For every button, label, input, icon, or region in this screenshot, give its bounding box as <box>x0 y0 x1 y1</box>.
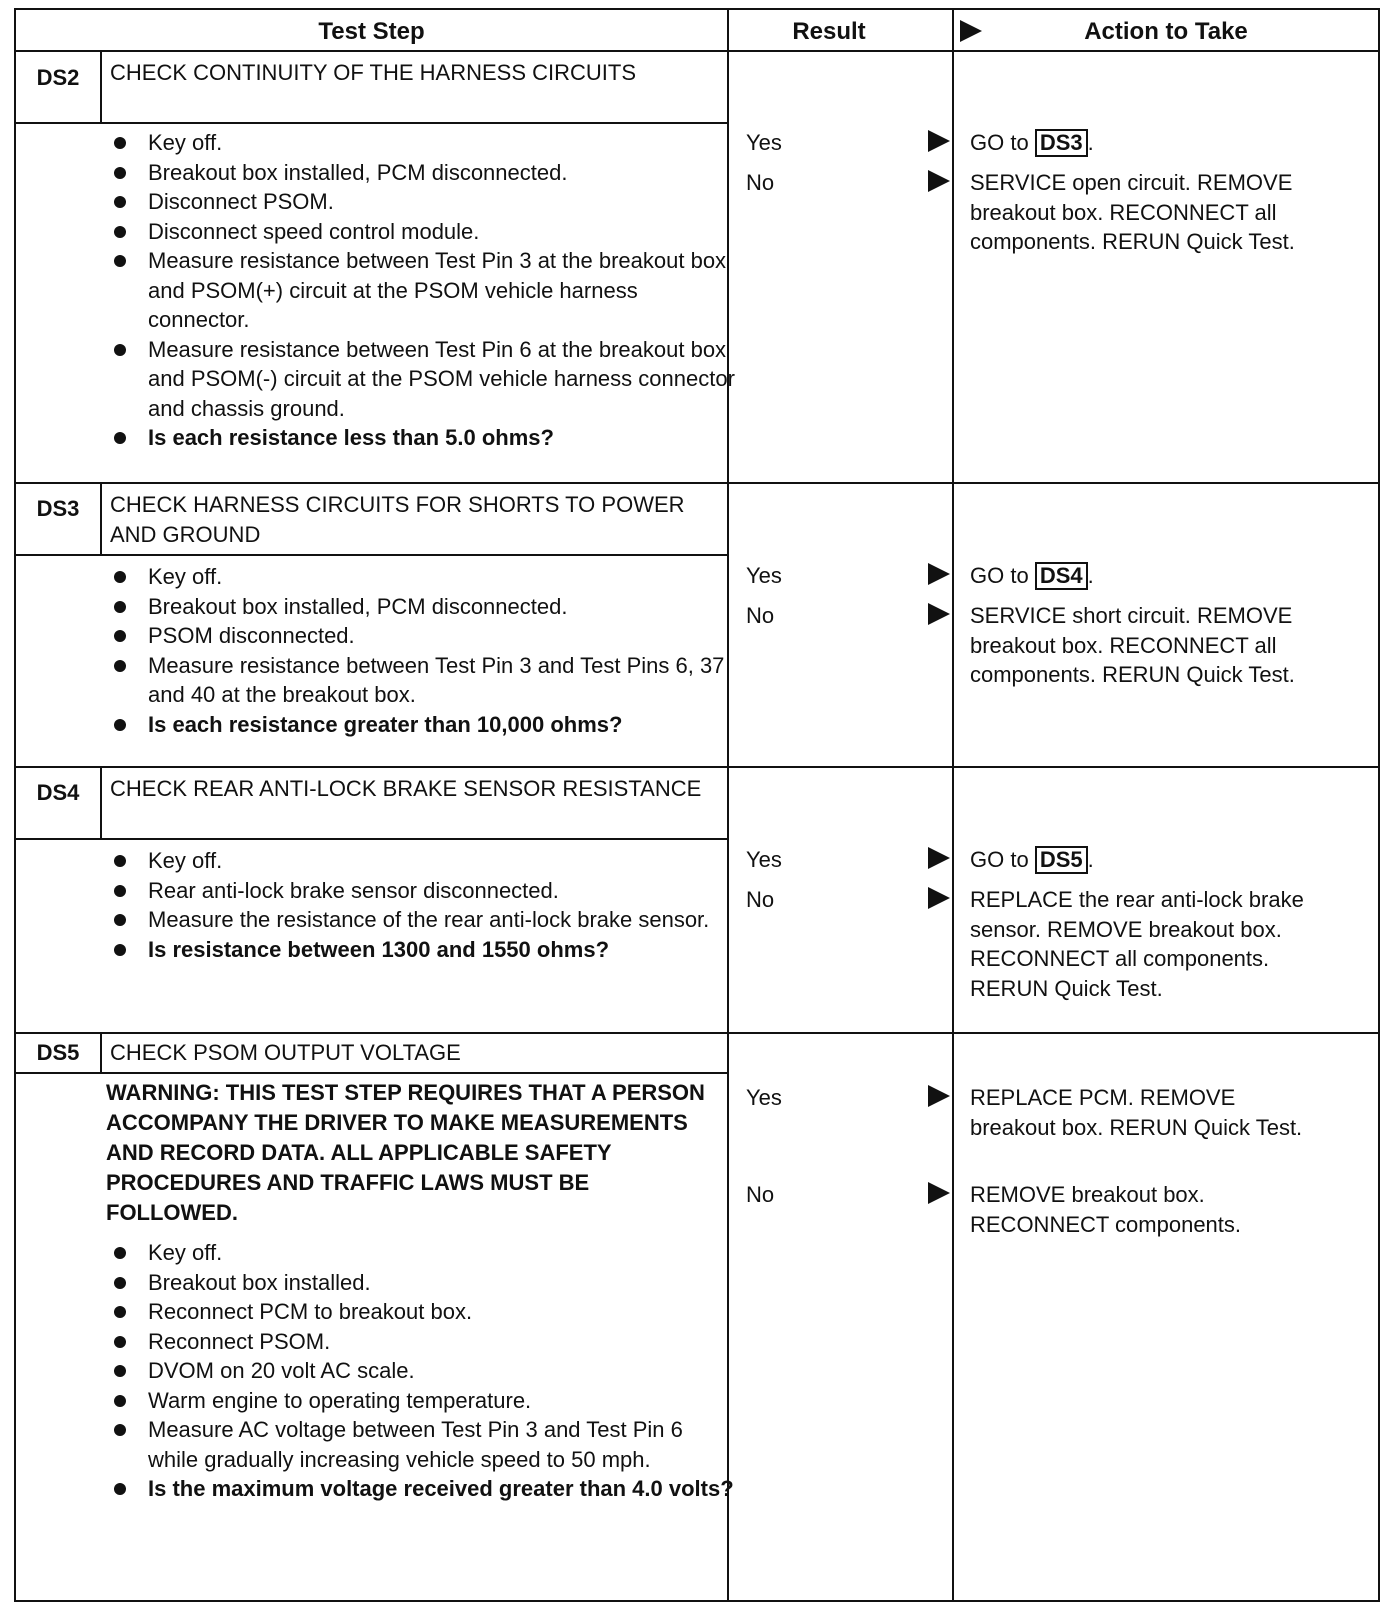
result-no: No <box>746 603 775 628</box>
step-id: DS3 <box>36 496 80 521</box>
result-arrow-icon <box>928 1182 950 1204</box>
bullet-item: Disconnect PSOM. <box>108 187 738 217</box>
step-id-divider <box>100 482 102 554</box>
action-yes: GO to DS5 . <box>970 847 1094 872</box>
bullet-item: Key off. <box>108 1238 738 1268</box>
step-id: DS5 <box>36 1040 80 1065</box>
step-ref-box: DS4 <box>1035 562 1088 590</box>
result-yes: Yes <box>746 1085 782 1110</box>
bullet-item: Warm engine to operating temperature. <box>108 1386 738 1416</box>
step-question: Is resistance between 1300 and 1550 ohms? <box>108 935 738 965</box>
step-ref-box: DS3 <box>1035 129 1088 157</box>
action-go-to: GO to <box>970 130 1029 155</box>
result-no: No <box>746 887 775 912</box>
header-action: Action to Take <box>1084 18 1248 45</box>
action-no: REMOVE breakout box. RECONNECT components. <box>970 1182 1242 1237</box>
header-divider <box>16 50 1378 52</box>
bullet-item: Disconnect speed control module. <box>108 217 738 247</box>
step-question: Is the maximum voltage received greater than 4.0 volts? <box>108 1474 738 1504</box>
col-divider-action <box>952 10 954 1600</box>
result-arrow-icon <box>928 1085 950 1107</box>
step-title: CHECK HARNESS CIRCUITS FOR SHORTS TO POWER AND GROUND <box>110 492 685 547</box>
bullet-item: Key off. <box>108 562 738 592</box>
bullet-item: Breakout box installed. <box>108 1268 738 1298</box>
step-title-divider <box>16 122 727 124</box>
step-bullets <box>108 1238 738 1504</box>
action-go-to: GO to <box>970 563 1029 588</box>
step-question: Is each resistance less than 5.0 ohms? <box>108 423 738 453</box>
header-result: Result <box>792 18 866 45</box>
step-bullets <box>108 846 738 964</box>
action-go-to: GO to <box>970 847 1029 872</box>
step-bullets <box>108 128 738 453</box>
bullet-item: Breakout box installed, PCM disconnected. <box>108 158 738 188</box>
bullet-item: Key off. <box>108 128 738 158</box>
step-ref-box: DS5 <box>1035 846 1088 874</box>
step-id-divider <box>100 50 102 122</box>
bullet-item: Reconnect PCM to breakout box. <box>108 1297 738 1327</box>
bullet-item: Measure resistance between Test Pin 6 at the breakout box and PSOM(-) circuit at the PSOM vehicle harness connector and chassis ground. <box>108 335 738 424</box>
bullet-item: DVOM on 20 volt AC scale. <box>108 1356 738 1386</box>
step-divider <box>16 1032 1378 1034</box>
step-id: DS2 <box>36 65 80 90</box>
step-divider <box>16 766 1378 768</box>
action-no: SERVICE short circuit. REMOVE breakout box. RECONNECT all components. RERUN Quick Test. <box>970 603 1295 687</box>
action-yes: GO to DS3 . <box>970 130 1094 155</box>
step-title-divider <box>16 838 727 840</box>
diagnostic-table <box>14 8 1380 1602</box>
action-yes: GO to DS4 . <box>970 563 1094 588</box>
bullet-item: PSOM disconnected. <box>108 621 738 651</box>
bullet-item: Key off. <box>108 846 738 876</box>
result-no: No <box>746 170 775 195</box>
result-arrow-icon <box>928 563 950 585</box>
step-title: CHECK PSOM OUTPUT VOLTAGE <box>110 1040 461 1065</box>
bullet-item: Rear anti-lock brake sensor disconnected. <box>108 876 738 906</box>
step-title-divider <box>16 554 727 556</box>
step-title: CHECK CONTINUITY OF THE HARNESS CIRCUITS <box>110 60 637 85</box>
bullet-item: Measure AC voltage between Test Pin 3 and Test Pin 6 while gradually increasing vehicle speed to 50 mph. <box>108 1415 738 1474</box>
action-no: REPLACE the rear anti-lock brake sensor. REMOVE breakout box. RECONNECT all components. RERUN Quick Test. <box>970 887 1304 1001</box>
result-arrow-icon <box>928 170 950 192</box>
header-test-step: Test Step <box>318 18 425 45</box>
result-yes: Yes <box>746 847 782 872</box>
step-question: Is each resistance greater than 10,000 ohms? <box>108 710 738 740</box>
bullet-item: Reconnect PSOM. <box>108 1327 738 1357</box>
bullet-item: Breakout box installed, PCM disconnected. <box>108 592 738 622</box>
bullet-item: Measure resistance between Test Pin 3 and Test Pins 6, 37 and 40 at the breakout box. <box>108 651 738 710</box>
result-no: No <box>746 1182 775 1207</box>
bullet-item: Measure resistance between Test Pin 3 at the breakout box and PSOM(+) circuit at the PSOM vehicle harness connector. <box>108 246 738 335</box>
warning-text: WARNING: THIS TEST STEP REQUIRES THAT A PERSON ACCOMPANY THE DRIVER TO MAKE MEASUREMENTS AND RECORD DATA. ALL APPLICABLE SAFETY PROCEDURES AND TRAFFIC LAWS MUST BE FOLLOWED. <box>106 1080 705 1225</box>
step-title-divider <box>16 1072 727 1074</box>
step-bullets <box>108 562 738 739</box>
action-no: SERVICE open circuit. REMOVE breakout box. RECONNECT all components. RERUN Quick Test. <box>970 170 1295 254</box>
result-yes: Yes <box>746 130 782 155</box>
result-arrow-icon <box>928 847 950 869</box>
bullet-item: Measure the resistance of the rear anti-lock brake sensor. <box>108 905 738 935</box>
step-divider <box>16 482 1378 484</box>
step-title: CHECK REAR ANTI-LOCK BRAKE SENSOR RESISTANCE <box>110 776 702 801</box>
result-arrow-icon <box>928 130 950 152</box>
result-arrow-icon <box>928 603 950 625</box>
step-id-divider <box>100 766 102 838</box>
step-id: DS4 <box>36 780 80 805</box>
result-yes: Yes <box>746 563 782 588</box>
step-id-divider <box>100 1032 102 1072</box>
result-arrow-icon <box>928 887 950 909</box>
action-yes: REPLACE PCM. REMOVE breakout box. RERUN Quick Test. <box>970 1085 1303 1140</box>
